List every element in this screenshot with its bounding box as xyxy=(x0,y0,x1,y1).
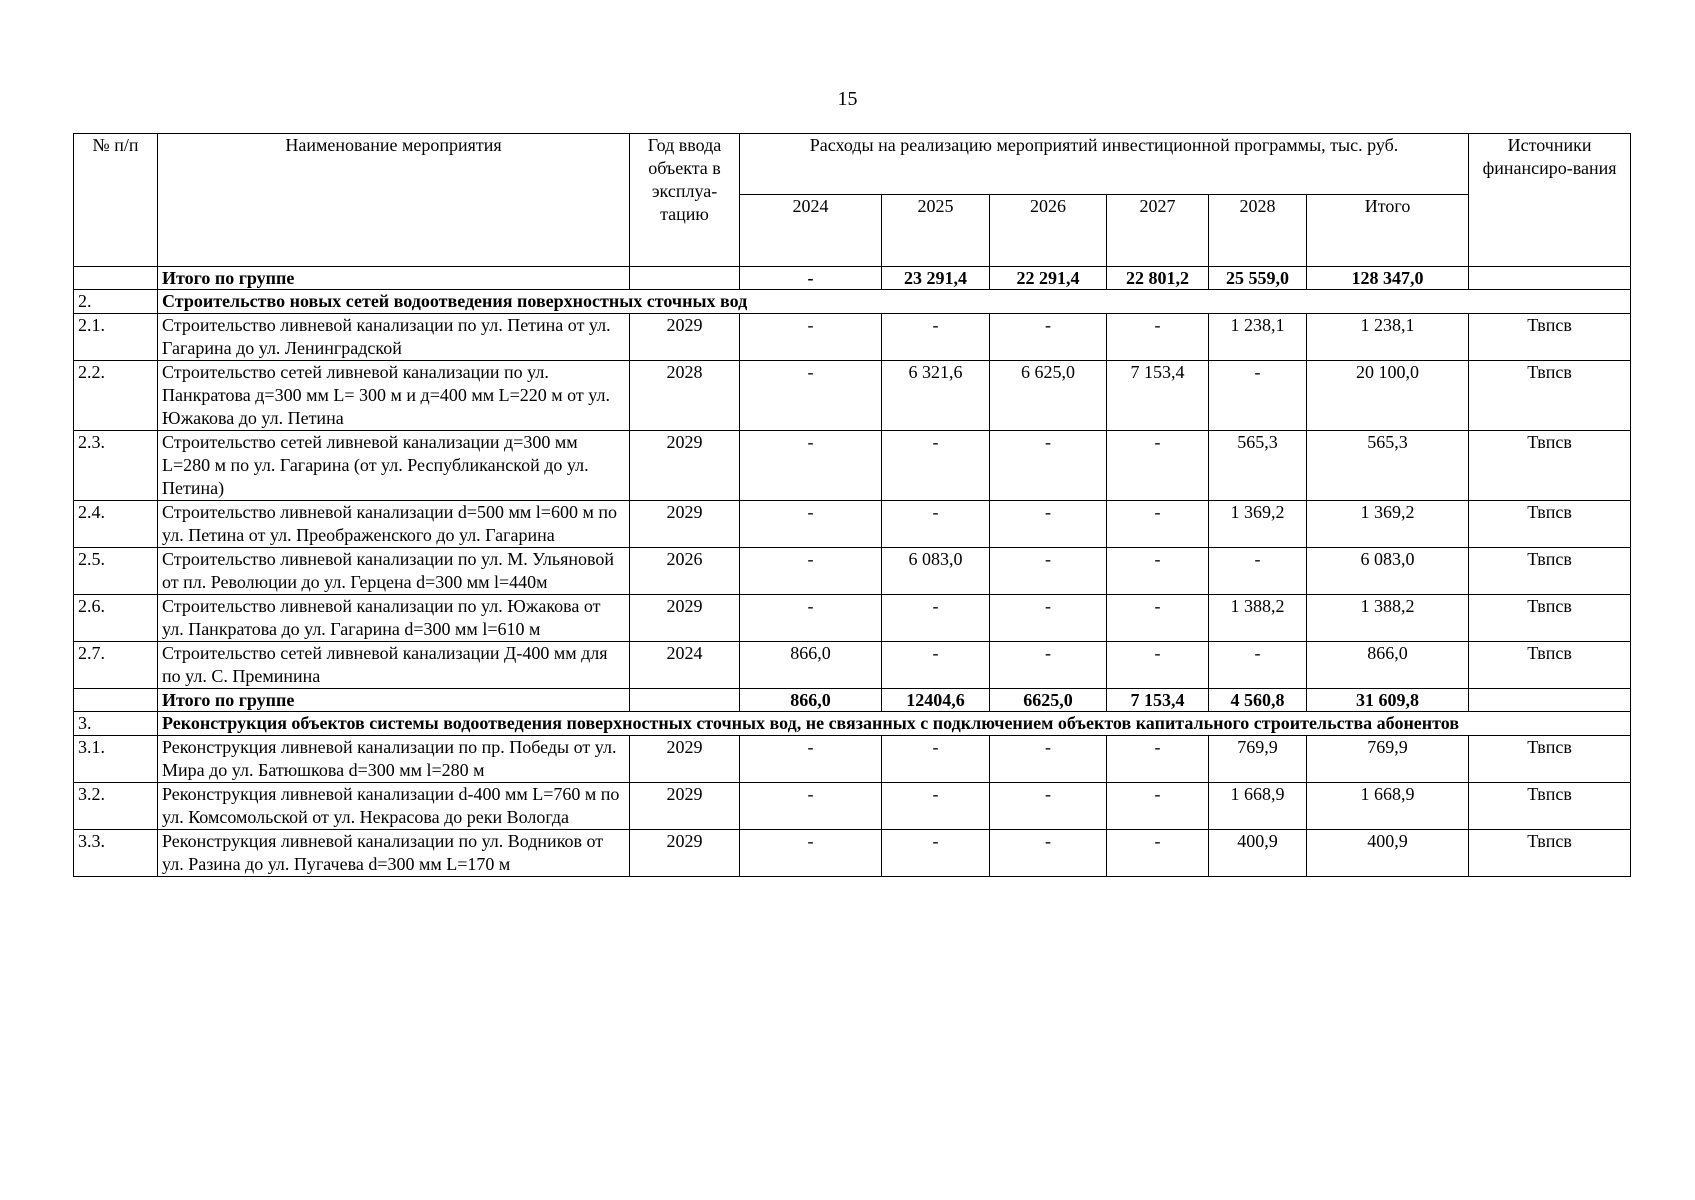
cell-2025: - xyxy=(882,642,990,689)
cell-2028: - xyxy=(1209,361,1307,431)
row-num xyxy=(74,689,158,712)
table-row xyxy=(74,783,1631,830)
row-year: 2029 xyxy=(630,736,740,783)
row-name: Реконструкция ливневой канализации d-400 мм L=760 м по ул. Комсомольской от ул. Некрасова до реки Вологда xyxy=(158,783,630,830)
cell-2028: 769,9 xyxy=(1209,736,1307,783)
cell-2027: - xyxy=(1107,830,1209,877)
row-source: Твпсв xyxy=(1469,595,1631,642)
cell-2026: 6625,0 xyxy=(990,689,1107,712)
section-row xyxy=(74,290,1631,314)
cell-2025: 12404,6 xyxy=(882,689,990,712)
header-year-2027: 2027 xyxy=(1107,195,1209,267)
row-num: 3.1. xyxy=(74,736,158,783)
row-name: Итого по группе xyxy=(158,689,630,712)
cell-total: 866,0 xyxy=(1307,642,1469,689)
header-costs: Расходы на реализацию мероприятий инвестиционной программы, тыс. руб. xyxy=(740,134,1469,195)
row-year: 2024 xyxy=(630,642,740,689)
row-name: Реконструкция ливневой канализации по ул. Водников от ул. Разина до ул. Пугачева d=300 мм L=170 м xyxy=(158,830,630,877)
row-source: Твпсв xyxy=(1469,314,1631,361)
cell-2027: - xyxy=(1107,736,1209,783)
cell-2025: - xyxy=(882,736,990,783)
row-name: Строительство ливневой канализации по ул. Петина от ул. Гагарина до ул. Ленинградской xyxy=(158,314,630,361)
section-row xyxy=(74,712,1631,736)
row-year: 2029 xyxy=(630,783,740,830)
section-title: Реконструкция объектов системы водоотведения поверхностных сточных вод, не связанных с подключением объектов капитального строительства абонентов xyxy=(158,712,1631,736)
cell-total: 400,9 xyxy=(1307,830,1469,877)
row-name: Итого по группе xyxy=(158,267,630,290)
row-name: Строительство ливневой канализации d=500 мм l=600 м по ул. Петина от ул. Преображенского до ул. Гагарина xyxy=(158,501,630,548)
row-name: Строительство сетей ливневой канализации д=300 мм L=280 м по ул. Гагарина (от ул. Республиканской до ул. Петина) xyxy=(158,431,630,501)
section-title: Строительство новых сетей водоотведения поверхностных сточных вод xyxy=(158,290,1631,314)
cell-total: 6 083,0 xyxy=(1307,548,1469,595)
row-year: 2029 xyxy=(630,501,740,548)
header-year-2024: 2024 xyxy=(740,195,882,267)
header-num: № п/п xyxy=(74,134,158,267)
cell-2024: - xyxy=(740,431,882,501)
cell-2026: - xyxy=(990,595,1107,642)
row-num: 2.5. xyxy=(74,548,158,595)
cell-total: 1 388,2 xyxy=(1307,595,1469,642)
cell-2028: 565,3 xyxy=(1209,431,1307,501)
investment-program-table xyxy=(73,133,1631,877)
cell-2025: 6 321,6 xyxy=(882,361,990,431)
cell-total: 1 369,2 xyxy=(1307,501,1469,548)
section-num: 3. xyxy=(74,712,158,736)
cell-2028: 1 369,2 xyxy=(1209,501,1307,548)
row-num xyxy=(74,267,158,290)
row-source: Твпсв xyxy=(1469,642,1631,689)
cell-2024: - xyxy=(740,314,882,361)
table-row xyxy=(74,595,1631,642)
header-sources: Источники финансиро-вания xyxy=(1469,134,1631,267)
page-number: 15 xyxy=(837,88,858,110)
cell-2024: - xyxy=(740,548,882,595)
cell-2026: 6 625,0 xyxy=(990,361,1107,431)
row-source xyxy=(1469,267,1631,290)
table-row xyxy=(74,431,1631,501)
cell-2024: - xyxy=(740,595,882,642)
cell-2026: - xyxy=(990,548,1107,595)
row-source: Твпсв xyxy=(1469,361,1631,431)
table-row xyxy=(74,267,1631,290)
cell-2026: - xyxy=(990,830,1107,877)
cell-2027: 7 153,4 xyxy=(1107,689,1209,712)
cell-total: 1 668,9 xyxy=(1307,783,1469,830)
cell-2028: - xyxy=(1209,548,1307,595)
cell-2027: - xyxy=(1107,783,1209,830)
section-num: 2. xyxy=(74,290,158,314)
cell-2028: 4 560,8 xyxy=(1209,689,1307,712)
header-year-2028: 2028 xyxy=(1209,195,1307,267)
cell-2024: 866,0 xyxy=(740,642,882,689)
table-row xyxy=(74,548,1631,595)
cell-2025: - xyxy=(882,314,990,361)
row-year: 2029 xyxy=(630,431,740,501)
row-num: 2.2. xyxy=(74,361,158,431)
cell-2025: 23 291,4 xyxy=(882,267,990,290)
cell-2028: 1 238,1 xyxy=(1209,314,1307,361)
cell-2026: - xyxy=(990,736,1107,783)
row-num: 2.6. xyxy=(74,595,158,642)
row-year: 2029 xyxy=(630,595,740,642)
row-source xyxy=(1469,689,1631,712)
row-source: Твпсв xyxy=(1469,783,1631,830)
row-source: Твпсв xyxy=(1469,830,1631,877)
row-num: 3.3. xyxy=(74,830,158,877)
cell-2024: - xyxy=(740,736,882,783)
cell-2026: 22 291,4 xyxy=(990,267,1107,290)
cell-total: 20 100,0 xyxy=(1307,361,1469,431)
cell-2025: - xyxy=(882,830,990,877)
cell-total: 565,3 xyxy=(1307,431,1469,501)
cell-2024: 866,0 xyxy=(740,689,882,712)
cell-2026: - xyxy=(990,431,1107,501)
row-name: Строительство сетей ливневой канализации Д-400 мм для по ул. С. Преминина xyxy=(158,642,630,689)
cell-total: 31 609,8 xyxy=(1307,689,1469,712)
header-name: Наименование мероприятия xyxy=(158,134,630,267)
row-name: Строительство сетей ливневой канализации по ул. Панкратова д=300 мм L= 300 м и д=400 мм L=220 м от ул. Южакова до ул. Петина xyxy=(158,361,630,431)
row-year xyxy=(630,689,740,712)
table-row xyxy=(74,501,1631,548)
cell-2027: - xyxy=(1107,431,1209,501)
row-year: 2029 xyxy=(630,830,740,877)
cell-total: 769,9 xyxy=(1307,736,1469,783)
cell-2028: 25 559,0 xyxy=(1209,267,1307,290)
cell-2025: - xyxy=(882,431,990,501)
cell-2026: - xyxy=(990,501,1107,548)
row-source: Твпсв xyxy=(1469,736,1631,783)
header-year-2025: 2025 xyxy=(882,195,990,267)
cell-2027: - xyxy=(1107,548,1209,595)
cell-2025: - xyxy=(882,501,990,548)
row-source: Твпсв xyxy=(1469,431,1631,501)
cell-2026: - xyxy=(990,642,1107,689)
cell-2028: 1 668,9 xyxy=(1209,783,1307,830)
table-row xyxy=(74,314,1631,361)
row-num: 2.7. xyxy=(74,642,158,689)
row-source: Твпсв xyxy=(1469,501,1631,548)
cell-2024: - xyxy=(740,361,882,431)
row-year: 2029 xyxy=(630,314,740,361)
cell-2024: - xyxy=(740,267,882,290)
row-name: Строительство ливневой канализации по ул. Южакова от ул. Панкратова до ул. Гагарина d=300 мм l=610 м xyxy=(158,595,630,642)
row-name: Строительство ливневой канализации по ул. М. Ульяновой от пл. Революции до ул. Герцена d=300 мм l=440м xyxy=(158,548,630,595)
row-year: 2028 xyxy=(630,361,740,431)
table-row xyxy=(74,689,1631,712)
cell-2028: 1 388,2 xyxy=(1209,595,1307,642)
row-num: 2.1. xyxy=(74,314,158,361)
cell-2028: 400,9 xyxy=(1209,830,1307,877)
cell-2027: - xyxy=(1107,595,1209,642)
cell-2025: - xyxy=(882,595,990,642)
cell-2024: - xyxy=(740,501,882,548)
row-num: 2.3. xyxy=(74,431,158,501)
row-name: Реконструкция ливневой канализации по пр. Победы от ул. Мира до ул. Батюшкова d=300 мм l=280 м xyxy=(158,736,630,783)
row-num: 3.2. xyxy=(74,783,158,830)
cell-total: 128 347,0 xyxy=(1307,267,1469,290)
cell-2025: - xyxy=(882,783,990,830)
table-row xyxy=(74,361,1631,431)
table-row xyxy=(74,642,1631,689)
header-year-input: Год ввода объекта в эксплуа-тацию xyxy=(630,134,740,267)
cell-2024: - xyxy=(740,783,882,830)
cell-2028: - xyxy=(1209,642,1307,689)
table-row xyxy=(74,830,1631,877)
row-source: Твпсв xyxy=(1469,548,1631,595)
row-year xyxy=(630,267,740,290)
cell-2027: - xyxy=(1107,314,1209,361)
header-total: Итого xyxy=(1307,195,1469,267)
cell-2024: - xyxy=(740,830,882,877)
cell-2027: 7 153,4 xyxy=(1107,361,1209,431)
row-num: 2.4. xyxy=(74,501,158,548)
cell-total: 1 238,1 xyxy=(1307,314,1469,361)
cell-2027: 22 801,2 xyxy=(1107,267,1209,290)
row-year: 2026 xyxy=(630,548,740,595)
table-row xyxy=(74,736,1631,783)
cell-2025: 6 083,0 xyxy=(882,548,990,595)
cell-2026: - xyxy=(990,314,1107,361)
header-year-2026: 2026 xyxy=(990,195,1107,267)
cell-2027: - xyxy=(1107,501,1209,548)
cell-2026: - xyxy=(990,783,1107,830)
cell-2027: - xyxy=(1107,642,1209,689)
